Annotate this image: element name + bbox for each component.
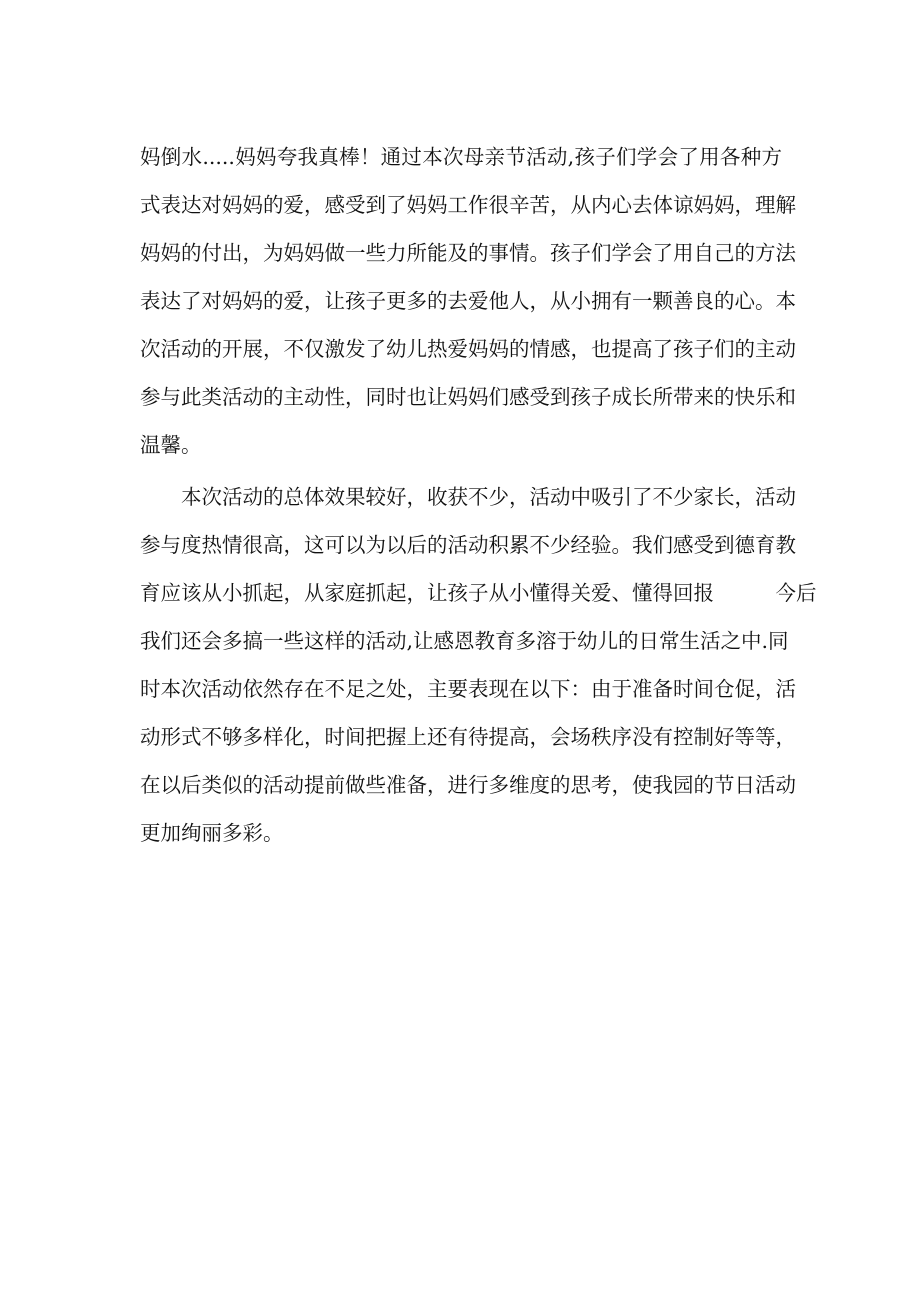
text-line: 动形式不够多样化，时间把握上还有待提高，会场秩序没有控制好等等， bbox=[140, 725, 796, 749]
text-line: 在以后类似的活动提前做些准备，进行多维度的思考，使我园的节日活动 bbox=[140, 773, 796, 797]
text-line: 更加绚丽多彩。 bbox=[140, 821, 284, 845]
document-body bbox=[140, 133, 817, 857]
text-line: 妈倒水.....妈妈夸我真棒！通过本次母亲节活动,孩子们学会了用各种方 bbox=[140, 145, 782, 169]
text-line: 温馨。 bbox=[140, 433, 202, 457]
text-line: 妈妈的付出，为妈妈做一些力所能及的事情。孩子们学会了用自己的方法 bbox=[140, 241, 796, 265]
text-line: 式表达对妈妈的爱，感受到了妈妈工作很辛苦，从内心去体谅妈妈，理解 bbox=[140, 193, 796, 217]
text-line: 参与此类活动的主动性，同时也让妈妈们感受到孩子成长所带来的快乐和 bbox=[140, 385, 796, 409]
text-line: 我们还会多搞一些这样的活动,让感恩教育多溶于幼儿的日常生活之中.同 bbox=[140, 629, 789, 653]
text-line: 时本次活动依然存在不足之处，主要表现在以下：由于准备时间仓促，活 bbox=[140, 677, 796, 701]
text-line: 本次活动的总体效果较好，收获不少，活动中吸引了不少家长，活动 bbox=[140, 485, 796, 509]
paragraph-2 bbox=[140, 473, 817, 857]
text-line: 次活动的开展，不仅激发了幼儿热爱妈妈的情感，也提高了孩子们的主动 bbox=[140, 337, 796, 361]
paragraph-1 bbox=[140, 133, 796, 469]
text-line: 参与度热情很高，这可以为以后的活动积累不少经验。我们感受到德育教 bbox=[140, 533, 796, 557]
text-line: 育应该从小抓起，从家庭抓起，让孩子从小懂得关爱、懂得回报 今后 bbox=[140, 581, 817, 605]
text-line: 表达了对妈妈的爱，让孩子更多的去爱他人，从小拥有一颗善良的心。本 bbox=[140, 289, 796, 313]
